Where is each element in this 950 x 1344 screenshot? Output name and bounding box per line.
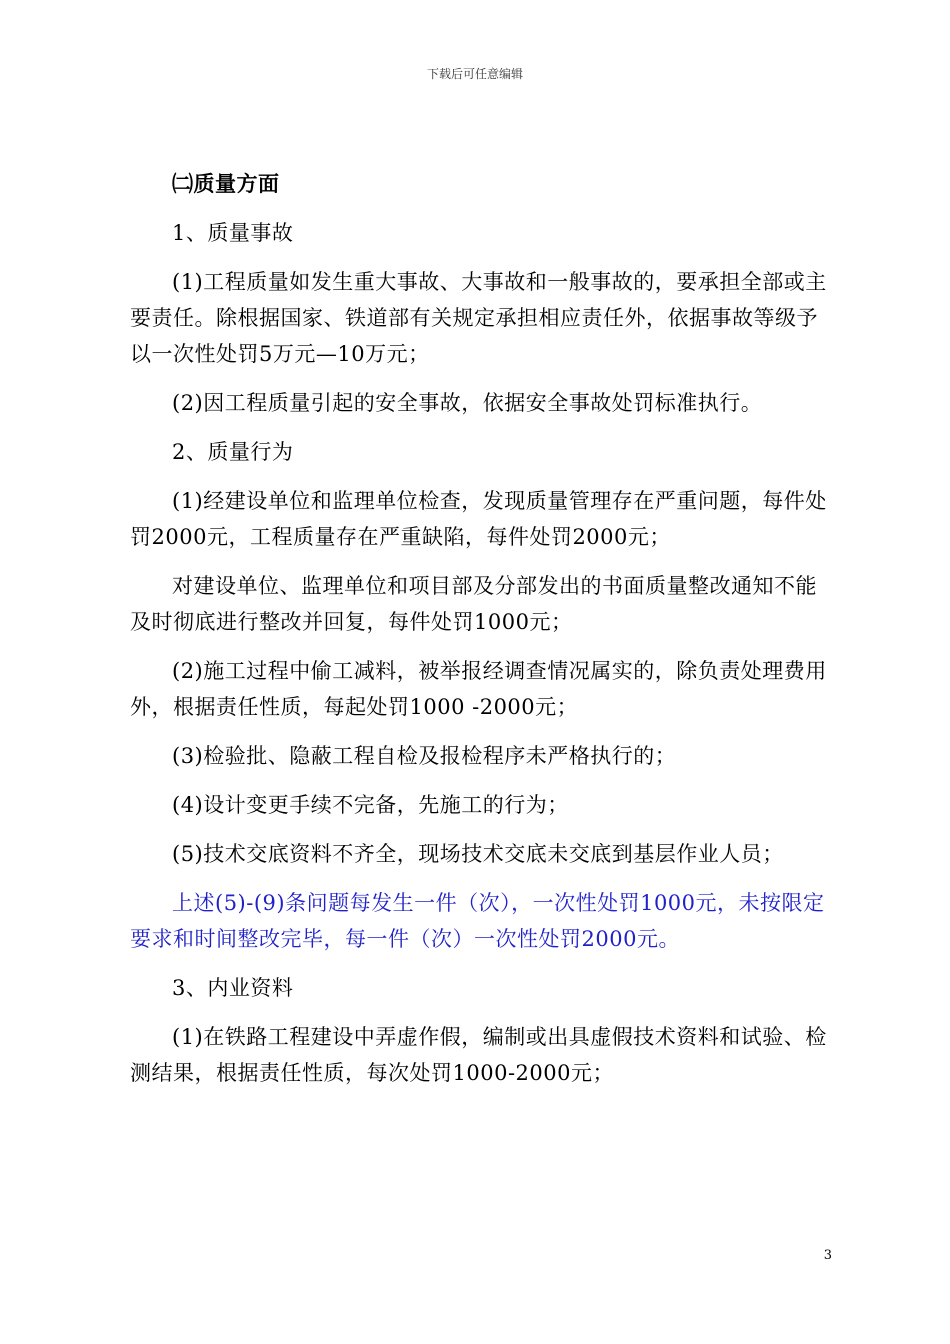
section-title: ㈡质量方面 — [172, 171, 280, 196]
paragraph-cutting-corners: (2)施工过程中偷工减料，被举报经调查情况属实的，除负责处理费用外，根据责任性质，每起处罚1000 -2000元； — [130, 659, 827, 719]
page-number: 3 — [823, 1248, 832, 1263]
paragraph-rectification-notice: 对建设单位、监理单位和项目部及分部发出的书面质量整改通知不能及时彻底进行整改并回复，每件处罚1000元； — [130, 574, 817, 634]
paragraph-technical-briefing: (5)技术交底资料不齐全，现场技术交底未交底到基层作业人员； — [172, 842, 784, 866]
paragraph-inspection-problems: (1)经建设单位和监理单位检查，发现质量管理存在严重问题，每件处罚2000元，工程质量存在严重缺陷，每件处罚2000元； — [130, 489, 827, 549]
paragraph-safety-accident-reference: (2)因工程质量引起的安全事故，依据安全事故处罚标准执行。 — [172, 391, 763, 415]
page-header-note: 下载后可任意编辑 — [426, 67, 523, 81]
paragraph-major-accident-penalty: (1)工程质量如发生重大事故、大事故和一般事故的，要承担全部或主要责任。除根据国家、铁道部有关规定承担相应责任外，依据事故等级予以一次性处罚5万元—10万元； — [130, 270, 827, 366]
paragraph-inspection-procedure: (3)检验批、隐蔽工程自检及报检程序未严格执行的； — [172, 744, 677, 768]
paragraph-falsified-records: (1)在铁路工程建设中弄虚作假，编制或出具虚假技术资料和试验、检测结果，根据责任性质，每次处罚1000-2000元； — [130, 1025, 827, 1085]
document-body — [130, 166, 830, 1104]
subsection-heading-internal-documents: 3、内业资料 — [172, 976, 294, 1000]
paragraph-penalty-summary-highlight: 上述(5)-(9)条问题每发生一件（次），一次性处罚1000元，未按限定要求和时间整改完毕，每一件（次）一次性处罚2000元。 — [130, 891, 825, 951]
paragraph-design-change: (4)设计变更手续不完备，先施工的行为； — [172, 793, 569, 817]
subsection-heading-quality-behavior: 2、质量行为 — [172, 440, 294, 464]
subsection-heading-quality-accident: 1、质量事故 — [172, 221, 294, 245]
